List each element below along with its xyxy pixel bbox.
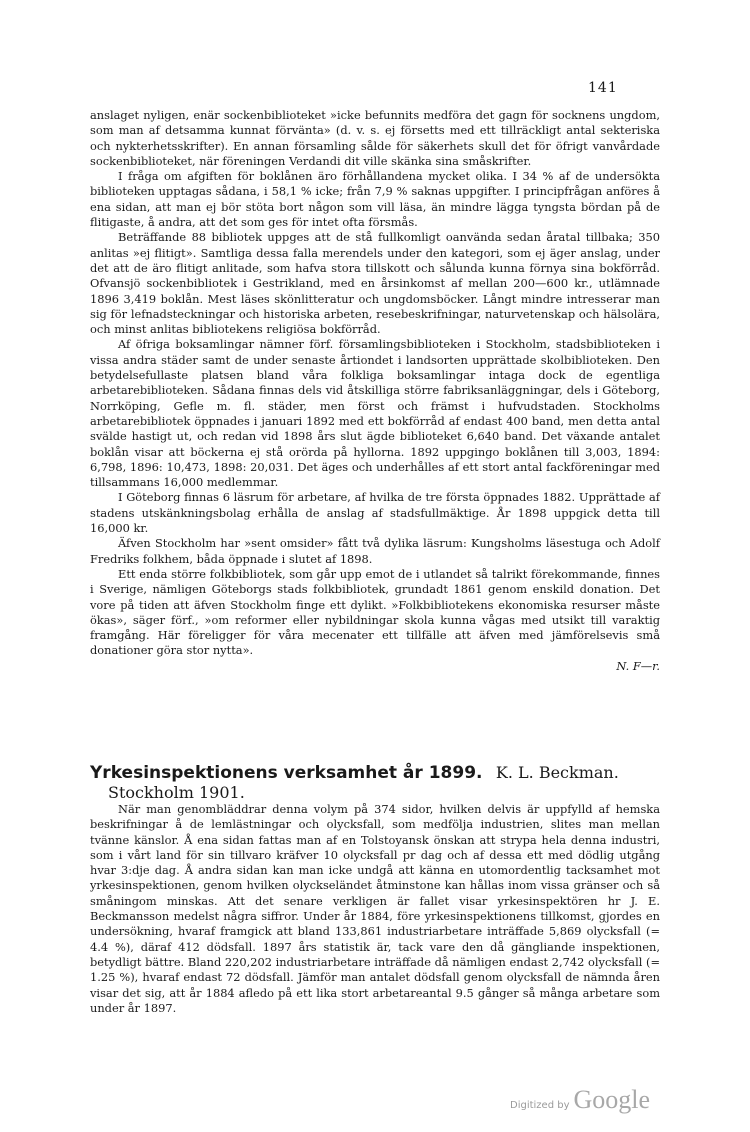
section-body xyxy=(90,802,660,1016)
paragraph: Ett enda större folkbibliotek, som går upp emot de i utlandet så talrikt förekommande, finnes i Sverige, nämligen Göteborgs stads folkbibliotek, grundadt 1861 genom enskild donation. Det vore på tiden att äfven Stockholm finge ett dylikt. »Folkbibliotekens ekonomiska resurser måste ökas», säger förf., »om reformer eller nybildningar skola kunna vågas med utsikt till varaktig framgång. Här föreligger för våra mecenater ett tillfälle att äfven med jämförelsevis små donationer göra stor nytta». xyxy=(90,566,660,658)
google-logo: Google xyxy=(573,1085,651,1114)
page-number: 141 xyxy=(588,80,618,96)
section-title: Yrkesinspektionens verksamhet år 1899. xyxy=(90,763,483,783)
review-section xyxy=(90,763,660,1016)
paragraph: Äfven Stockholm har »sent omsider» fått två dylika läsrum: Kungsholms läsestuga och Adolf Fredriks folkhem, båda öppnade i slutet af 1898. xyxy=(90,536,660,566)
paragraph: Af öfriga boksamlingar nämner förf. församlingsbiblioteken i Stockholm, stadsbiblioteken i vissa andra städer samt de under senaste årtiondet i landsorten upprättade skolbiblioteken. Den betydelsefullaste platsen bland våra folkliga boksamlingar intaga dock de egentliga arbetarebiblioteken. Sådana finnas dels vid åtskilliga större fabriksanläggningar, dels i Göteborg, Norrköping, Gefle m. fl. städer, men först och främst i hufvudstaden. Stockholms arbetarebibliotek öppnades i januari 1892 med ett bokförråd af endast 400 band, men detta antal svälde hastigt ut, och redan vid 1898 års slut ägde biblioteket 6,640 band. Det växande antalet boklån visar att böckerna ej stå orörda på hyllorna. 1892 uppgingo boklånen till 3,003, 1894: 6,798, 1896: 10,473, 1898: 20,031. Det äges och underhålles af ett stort antal fackföreningar med tillsammans 16,000 medlemmar. xyxy=(90,337,660,490)
paragraph: I fråga om afgiften för boklånen äro förhållandena mycket olika. I 34 % af de undersökta biblioteken upptagas sådana, i 58,1 % icke; från 7,9 % saknas uppgifter. I principfrågan anföres å ena sidan, att man ej bör stöta bort någon som vill läsa, än mindre lägga tyngsta bördan på de flitigaste, å andra, att det som ges för intet ofta försmås. xyxy=(90,169,660,230)
digitized-label: Digitized by xyxy=(510,1100,570,1111)
paragraph: anslaget nyligen, enär sockenbiblioteket »icke befunnits medföra det gagn för socknens ungdom, som man af detsamma kunnat förvänta» (d. v. s. ej försetts med ett tillräckligt antal sekteriska och nykterhetsskrifter). En annan församling sålde för säkerhets skull det för öfrigt vanvårdade sockenbiblioteket, när föreningen Verdandi dit ville skänka sina småskrifter. xyxy=(90,108,660,168)
section-author: K. L. Beckman. xyxy=(495,763,619,782)
section-heading xyxy=(90,763,660,802)
signature: N. F—r. xyxy=(616,658,660,673)
digitization-watermark xyxy=(510,1085,650,1115)
paragraph: När man genombläddrar denna volym på 374 sidor, hvilken delvis är uppfylld af hemska beskrifningar å de lemlästningar och olycksfall, som medföljа industrien, slites man mellan tvänne känslor. Å ena sidan fattas man af en Tolstoyansk önskan att strypa hela denna industri, som i vårt land för sin tillvaro kräfver 10 olycksfall pr dag och af dessa ett med dödlig utgång hvar 3:dje dag. Å andra sidan kan man icke undgå att känna en utomordentlig tacksamhet mot yrkesinspektionen, genom hvilken olyckseländet åtminstone kan hållas inom vissa gränser och så småningom minskas. Att det senare verkligen är fallet visar yrkesinspektören hr J. E. Beckmansson medelst några siffror. Under år 1884, före yrkesinspektionens tillkomst, gjordes en undersökning, hvaraf framgick att bland 133,861 industriarbetare inträffade 5,869 olycksfall (= 4.4 %), däraf 412 dödsfall. 1897 års statistik är, tack vare den då gängliande inspektionen, betydligt bättre. Bland 220,202 industriarbetare inträffade då nämligen endast 2,742 olycksfall (= 1.25 %), hvaraf endast 72 dödsfall. Jämför man antalet dödsfall genom olycksfall de nämnda åren visar det sig, att år 1884 afledo på ett lika stort arbetareantal 9.5 gånger så många arbetare som under år 1897. xyxy=(90,802,660,1015)
article-body xyxy=(90,108,660,674)
section-place: Stockholm 1901. xyxy=(108,783,245,802)
paragraph: I Göteborg finnas 6 läsrum för arbetare, af hvilka de tre första öppnades 1882. Upprättade af stadens utskänkningsbolag erhålla de anslag af stadsfullmäktige. År 1898 uppgick detta till 16,000 kr. xyxy=(90,490,660,536)
paragraph: Beträffande 88 bibliotek uppges att de stå fullkomligt oanvända sedan åratal tillbaka; 350 anlitas »ej flitigt». Samtliga dessa falla merendels under den kategori, som ej äger anslag, under det att de äro flitigt anlitade, som hafva stora tillskott och sålunda kunna förnya sina bokförråd. Ofvansjö sockenbibliotek i Gestrikland, med en årsinkomst af mellan 200—600 kr., utlämnade 1896 3,419 boklån. Mest läses skönlitteratur och ungdomsböcker. Långt mindre intresserar man sig för lefnadsteckningar och historiska arbeten, resebeskrifningar, naturvetenskap och hälsolära, och minst anlitas bibliotekens religiösa bokförråd. xyxy=(90,230,660,337)
